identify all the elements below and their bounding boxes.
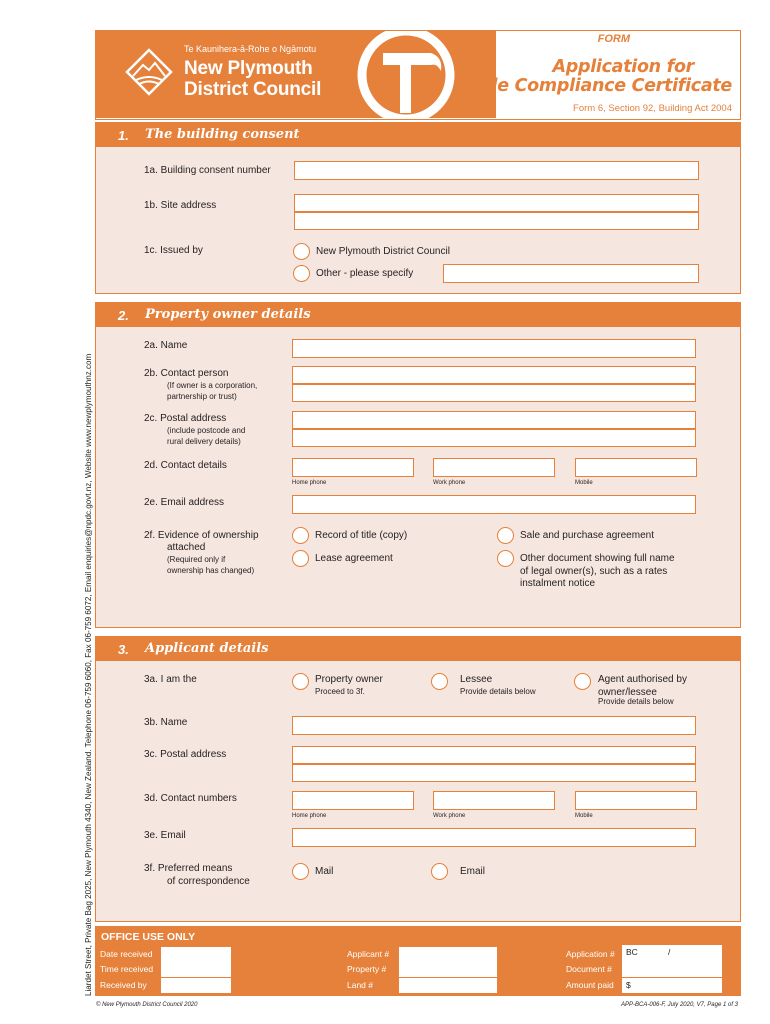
option-sale-purchase: Sale and purchase agreement xyxy=(520,530,654,541)
label-property-no: Property # xyxy=(347,964,387,974)
radio-other-document[interactable] xyxy=(497,550,514,567)
radio-issued-npdc[interactable] xyxy=(293,243,310,260)
option-other-document: Other document showing full name of legal owner(s), such as a rates instalment notice xyxy=(520,553,675,589)
form-tag: FORM xyxy=(597,33,630,45)
label-evidence-ownership: 2f. Evidence of ownership xyxy=(144,530,259,541)
radio-agent[interactable] xyxy=(574,673,591,690)
application-prefix: BC xyxy=(626,947,638,957)
sub-agent: Provide details below xyxy=(598,697,674,706)
land-no-field[interactable] xyxy=(399,978,497,993)
office-use-panel xyxy=(95,926,741,996)
owner-work-phone-field[interactable] xyxy=(433,458,555,477)
section-header xyxy=(96,637,740,661)
application-separator: / xyxy=(668,947,671,957)
form-title-line1: Application for xyxy=(552,57,694,77)
footer-form-code: APP-BCA-006-F, July 2020, V7, Page 1 of 3 xyxy=(621,1002,738,1008)
radio-property-owner[interactable] xyxy=(292,673,309,690)
section-number: 3. xyxy=(118,642,129,657)
option-lessee: Lessee xyxy=(460,674,493,685)
caption-mobile: Mobile xyxy=(575,480,593,486)
section-header xyxy=(96,303,740,327)
option-lease-agreement: Lease agreement xyxy=(315,553,393,564)
label-preferred-means: 3f. Preferred means xyxy=(144,863,233,874)
label-contact-person: 2b. Contact person xyxy=(144,368,229,379)
hammer-icon xyxy=(351,31,461,118)
option-email: Email xyxy=(460,866,486,877)
section-number: 2. xyxy=(118,308,129,323)
time-received-field[interactable] xyxy=(161,962,231,977)
site-address-line2[interactable] xyxy=(294,212,699,230)
section-applicant-details xyxy=(95,636,741,922)
caption-home-phone: Home phone xyxy=(292,480,327,486)
label-date-received: Date received xyxy=(100,949,153,959)
radio-issued-other[interactable] xyxy=(293,265,310,282)
label-land-no: Land # xyxy=(347,980,373,990)
amount-paid-field[interactable] xyxy=(622,978,722,993)
label-evidence-attached: attached xyxy=(167,542,206,553)
applicant-email-field[interactable] xyxy=(292,828,696,847)
label-postal-address: 2c. Postal address xyxy=(144,413,227,424)
label-issued-by: 1c. Issued by xyxy=(144,245,203,256)
option-issued-other: Other - please specify xyxy=(316,268,414,279)
footer-copyright: © New Plymouth District Council 2020 xyxy=(96,1002,198,1008)
note-contact-person: (If owner is a corporation, partnership or trust) xyxy=(167,381,258,401)
label-owner-name: 2a. Name xyxy=(144,340,188,351)
option-issued-npdc: New Plymouth District Council xyxy=(316,246,450,257)
caption-home-phone: Home phone xyxy=(292,813,327,819)
application-no-field[interactable] xyxy=(622,945,722,962)
sub-lessee: Provide details below xyxy=(460,687,536,696)
label-consent-number: 1a. Building consent number xyxy=(144,165,271,176)
label-i-am-the: 3a. I am the xyxy=(144,674,197,685)
form-title-line2: Code Compliance Certificate xyxy=(460,76,732,96)
label-contact-details: 2d. Contact details xyxy=(144,460,227,471)
label-received-by: Received by xyxy=(100,980,147,990)
currency-symbol: $ xyxy=(626,980,631,990)
radio-mail[interactable] xyxy=(292,863,309,880)
option-record-of-title: Record of title (copy) xyxy=(315,530,408,541)
applicant-name-field[interactable] xyxy=(292,716,696,735)
label-contact-numbers: 3d. Contact numbers xyxy=(144,793,237,804)
label-application-no: Application # xyxy=(566,949,615,959)
section-building-consent xyxy=(95,122,741,294)
council-logo-block xyxy=(96,31,496,118)
radio-record-of-title[interactable] xyxy=(292,527,309,544)
caption-mobile: Mobile xyxy=(575,813,593,819)
label-applicant-email: 3e. Email xyxy=(144,830,186,841)
property-no-field[interactable] xyxy=(399,962,497,977)
owner-home-phone-field[interactable] xyxy=(292,458,414,477)
note-postal-address: (include postcode and rural delivery details) xyxy=(167,426,246,446)
contact-person-line1[interactable] xyxy=(292,366,696,384)
label-applicant-name: 3b. Name xyxy=(144,717,188,728)
radio-lease-agreement[interactable] xyxy=(292,550,309,567)
document-no-field[interactable] xyxy=(622,962,722,977)
council-name-line1: New Plymouth xyxy=(184,58,313,79)
section-title: Applicant details xyxy=(145,641,269,656)
label-applicant-postal: 3c. Postal address xyxy=(144,749,227,760)
section-property-owner xyxy=(95,302,741,628)
label-email-address: 2e. Email address xyxy=(144,497,225,508)
caption-work-phone: Work phone xyxy=(433,480,466,486)
radio-email[interactable] xyxy=(431,863,448,880)
applicant-home-phone-field[interactable] xyxy=(292,791,414,810)
consent-number-field[interactable] xyxy=(294,161,699,180)
sub-property-owner: Proceed to 3f. xyxy=(315,687,365,696)
owner-name-field[interactable] xyxy=(292,339,696,358)
form-legislation: Form 6, Section 92, Building Act 2004 xyxy=(573,103,732,114)
label-correspondence: of correspondence xyxy=(167,876,250,887)
caption-work-phone: Work phone xyxy=(433,813,466,819)
contact-person-line2[interactable] xyxy=(292,384,696,402)
form-header xyxy=(95,30,741,120)
label-amount-paid: Amount paid xyxy=(566,980,614,990)
option-mail: Mail xyxy=(315,866,334,877)
council-name-line2: District Council xyxy=(184,79,322,100)
section-number: 1. xyxy=(118,128,129,143)
site-address-line1[interactable] xyxy=(294,194,699,212)
radio-sale-purchase[interactable] xyxy=(497,527,514,544)
office-use-title: OFFICE USE ONLY xyxy=(101,931,196,943)
owner-postal-line2[interactable] xyxy=(292,429,696,447)
received-by-field[interactable] xyxy=(161,978,231,993)
section-header xyxy=(96,123,740,147)
label-applicant-no: Applicant # xyxy=(347,949,390,959)
label-time-received: Time received xyxy=(100,964,154,974)
maori-council-name: Te Kaunihera-ā-Rohe o Ngāmotu xyxy=(184,44,317,54)
mountain-logo-icon xyxy=(124,47,174,97)
applicant-postal-line1[interactable] xyxy=(292,746,696,764)
option-property-owner: Property owner xyxy=(315,674,383,685)
note-evidence: (Required only if ownership has changed) xyxy=(167,555,255,575)
date-received-field[interactable] xyxy=(161,947,231,962)
section-title: The building consent xyxy=(145,127,300,142)
owner-mobile-field[interactable] xyxy=(575,458,697,477)
owner-postal-line1[interactable] xyxy=(292,411,696,429)
section-title: Property owner details xyxy=(145,307,311,322)
issued-other-field[interactable] xyxy=(443,264,699,283)
option-agent: Agent authorised by owner/lessee xyxy=(598,674,687,698)
applicant-postal-line2[interactable] xyxy=(292,764,696,782)
owner-email-field[interactable] xyxy=(292,495,696,514)
radio-lessee[interactable] xyxy=(431,673,448,690)
side-contact-details: Liardet Street, Private Bag 2025, New Plymouth 4340, New Zealand. Telephone 06-759 6060, Fax 06-759 6072, Email enquiries@npdc.govt.nz, Website www.newplymouthnz.com xyxy=(84,353,93,996)
label-document-no: Document # xyxy=(566,964,612,974)
applicant-mobile-field[interactable] xyxy=(575,791,697,810)
applicant-no-field[interactable] xyxy=(399,947,497,962)
label-site-address: 1b. Site address xyxy=(144,200,217,211)
applicant-work-phone-field[interactable] xyxy=(433,791,555,810)
